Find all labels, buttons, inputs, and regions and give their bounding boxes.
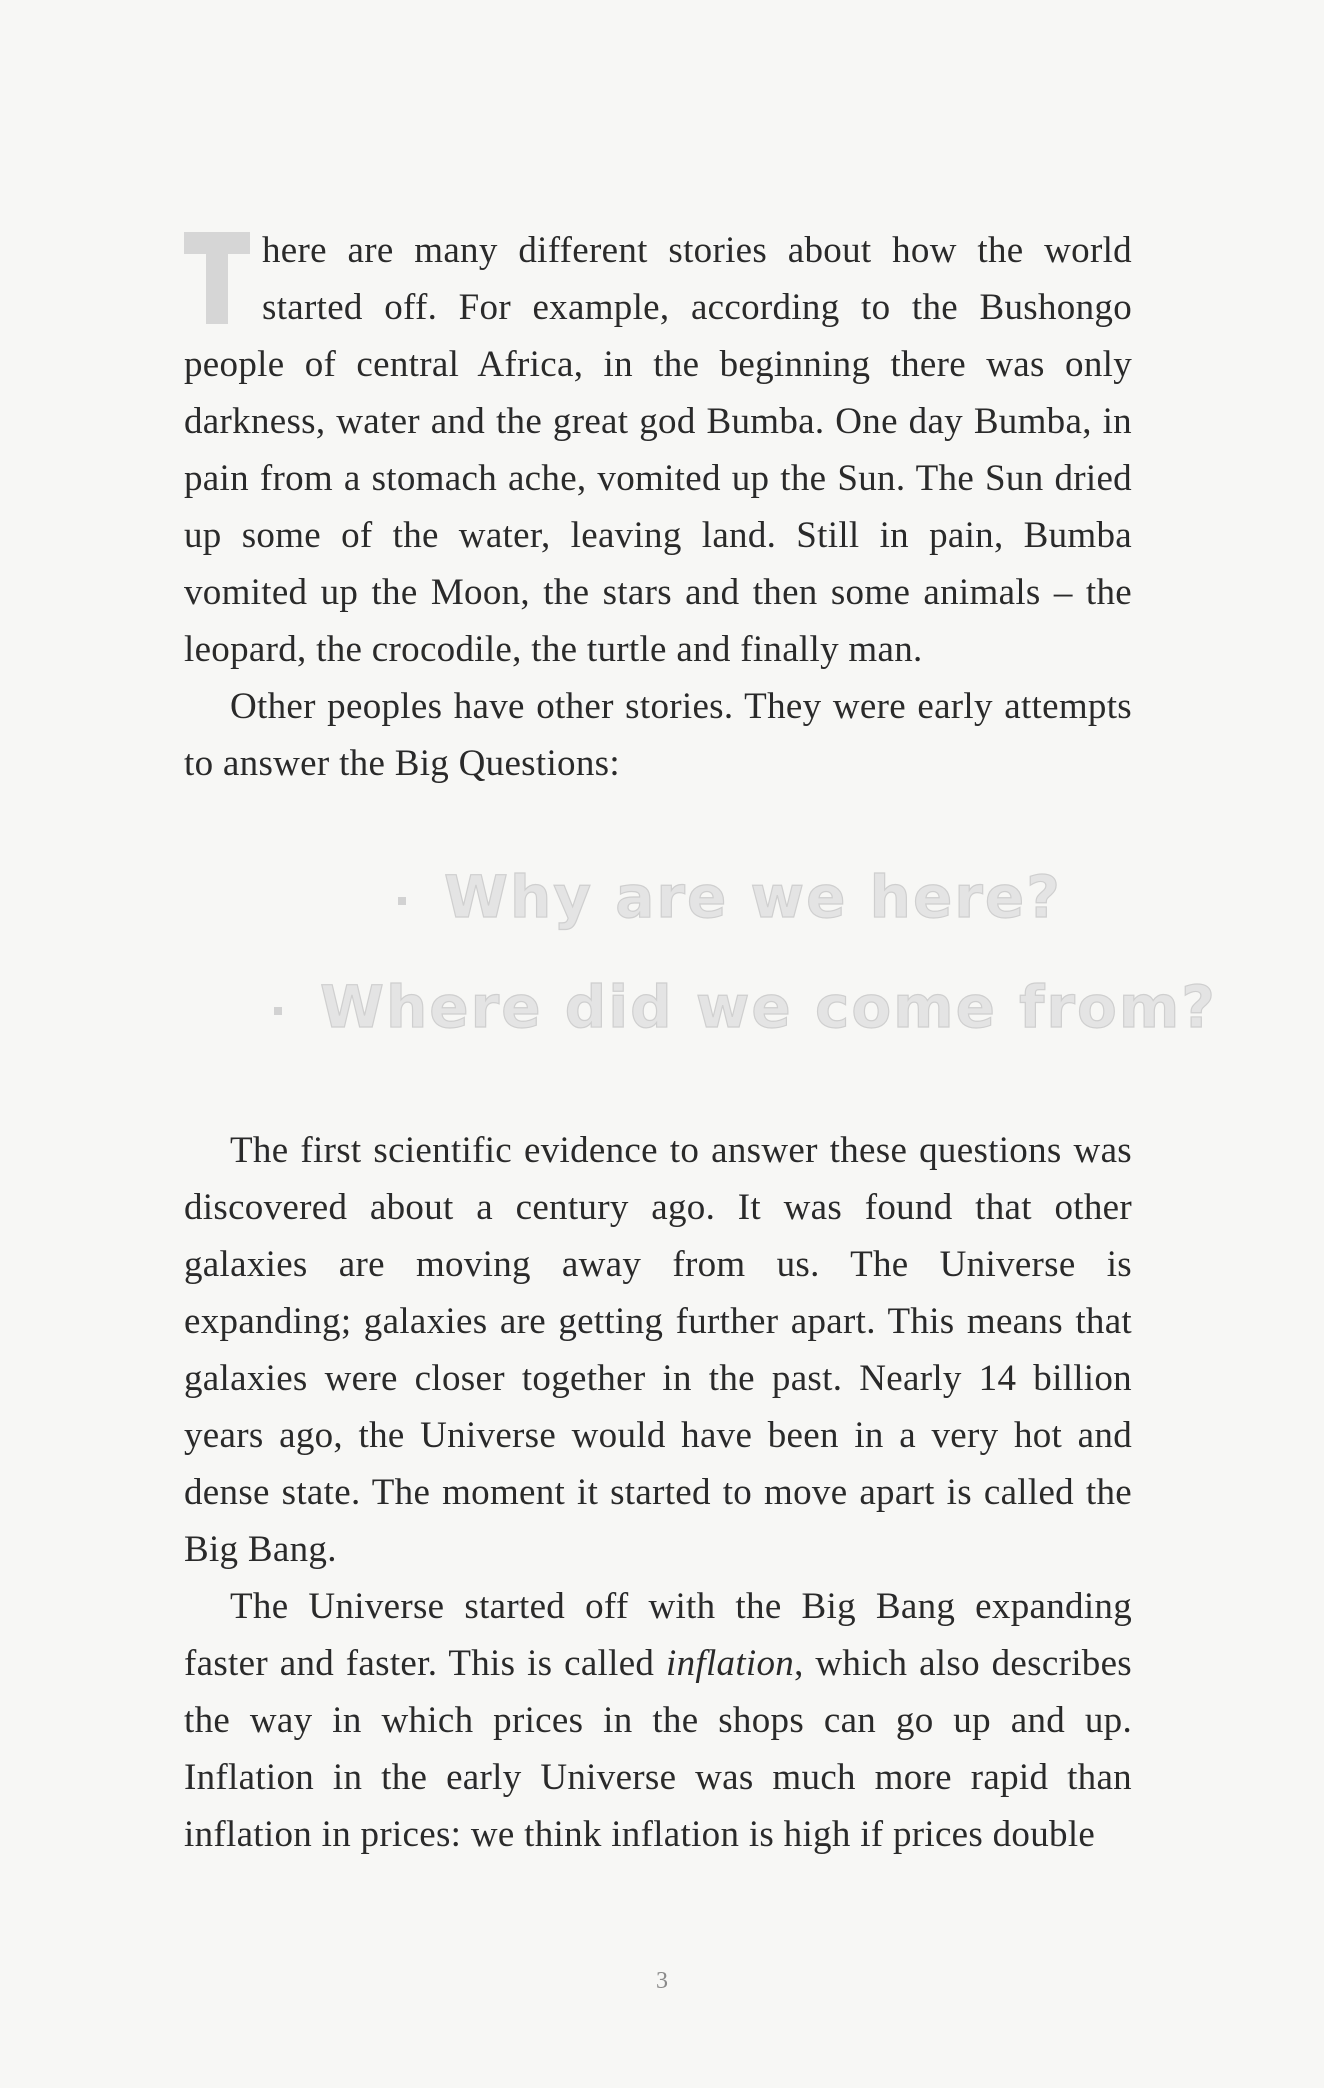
inflation-text-start: The Universe started off with the Big Bang expanding faster and faster. This is called — [184, 1586, 1132, 1684]
question-text: Where did we come from? — [320, 973, 1217, 1041]
question-item — [184, 952, 1217, 1062]
page-number: 3 — [656, 1968, 668, 1994]
page-body — [184, 222, 1217, 1863]
intro-paragraph — [184, 222, 1132, 678]
bullet-icon — [398, 897, 406, 905]
intro-paragraph-text: here are many different stories about how the world started off. For example, according to the Bushongo people of central Africa, in the beginning there was only darkness, water and the great god Bumba. One day Bumba, in pain from a stomach ache, vomited up the Sun. The Sun dried up some of the water, leaving land. Still in pain, Bumba vomited up the Moon, the stars and then some animals – the leopard, the crocodile, the turtle and finally man. — [184, 230, 1132, 670]
drop-cap-graphic — [184, 232, 250, 324]
big-questions-lead: Other peoples have other stories. They were early attempts to answer the Big Questions: — [184, 686, 1132, 784]
question-text: Why are we here? — [444, 863, 1062, 931]
question-item — [184, 842, 1132, 952]
big-questions-list — [184, 842, 1217, 1062]
bullet-icon — [274, 1007, 282, 1015]
drop-cap — [184, 232, 250, 324]
inflation-paragraph — [184, 1578, 1132, 1863]
inflation-term: inflation — [666, 1643, 795, 1684]
evidence-paragraph: The first scientific evidence to answer these questions was discovered about a century ago. It was found that other galaxies are moving away from us. The Universe is expanding; galaxies are getting further apart. This means that galaxies were closer together in the past. Nearly 14 billion years ago, the Universe would have been in a very hot and dense state. The moment it started to move apart is called the Big Bang. — [184, 1130, 1132, 1570]
inflation-text-end: , which also describes the way in which prices in the shops can go up and up. Inflation in the early Universe was much more rapid than inflation in prices: we think inflation is high if prices double — [184, 1643, 1133, 1855]
